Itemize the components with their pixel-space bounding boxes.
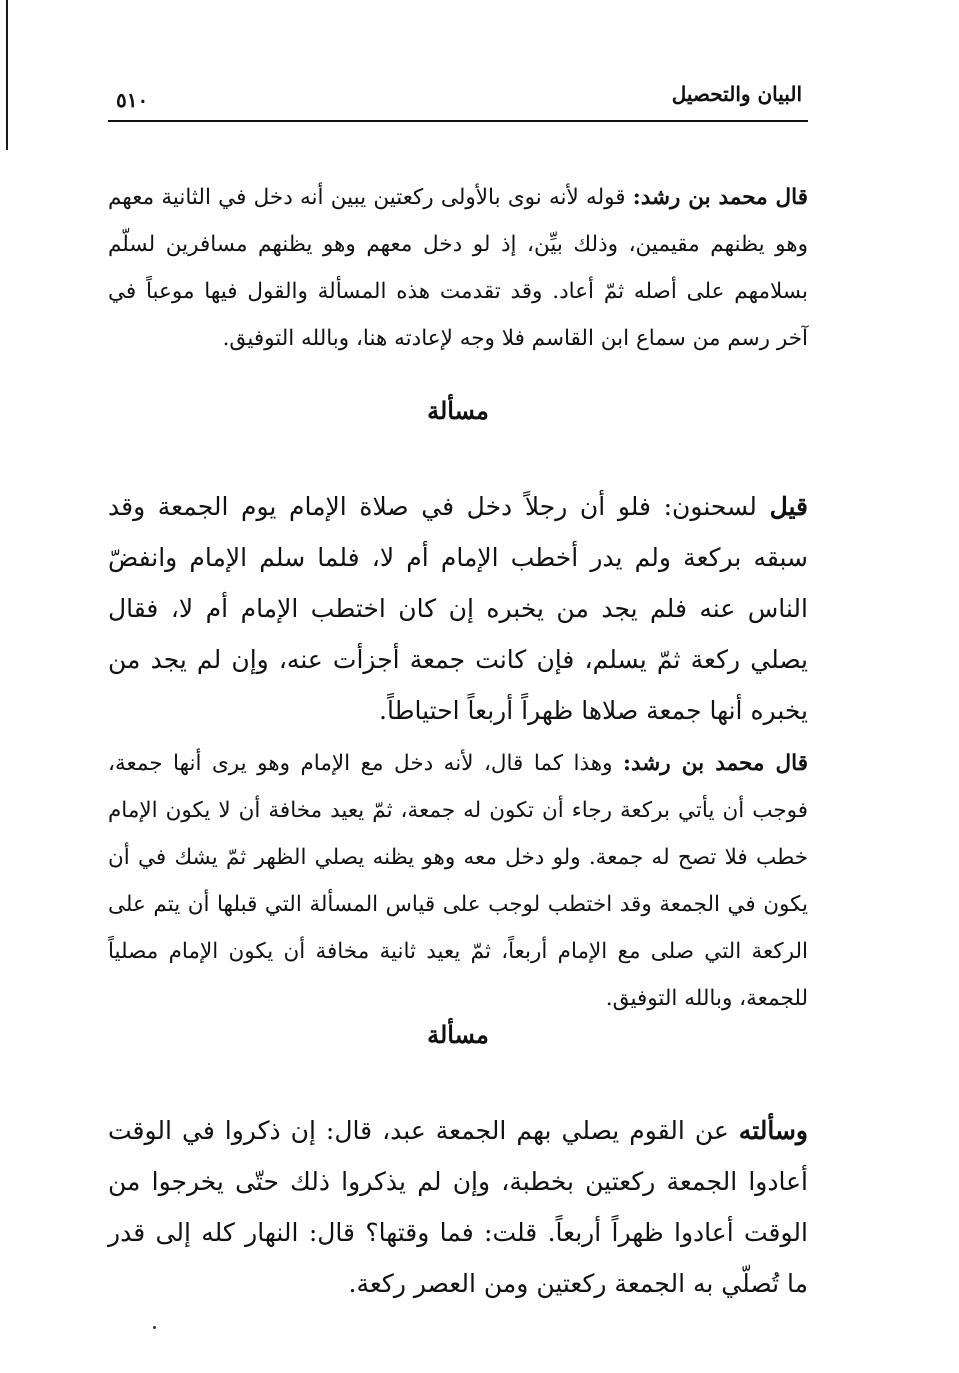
scan-speck xyxy=(153,1326,156,1329)
paragraph-text: وهذا كما قال، لأنه دخل مع الإمام وهو يرى أنها جمعة، فوجب أن يأتي بركعة رجاء أن تكون له جمعة، ثمّ يعيد مخافة أن لا يكون الإمام خطب فلا تصح له جمعة. ولو دخل معه وهو يظنه يصلي الظهر ثمّ يشك في أن يكون في الجمعة وقد اختطب لوجب على قياس المسألة التي قبلها أن يتم على الركعة التي صلى مع الإمام أربعاً، ثمّ يعيد ثانية مخافة أن يكون الإمام مصلياً للجمعة، وبالله التوفيق. xyxy=(108,750,808,1011)
question-paragraph xyxy=(108,481,808,736)
section-heading: مسألة xyxy=(427,1020,489,1049)
paragraph-text: عن القوم يصلي بهم الجمعة عبد، قال: إن ذكروا في الوقت أعادوا الجمعة ركعتين بخطبة، وإن لم يذكروا ذلك حتّى يخرجوا من الوقت أعادوا ظهراً أربعاً. قلت: فما وقتها؟ قال: النهار كله إلى قدر ما تُصلّي به الجمعة ركعتين ومن العصر ركعة. xyxy=(108,1116,808,1298)
paragraph-text: لسحنون: فلو أن رجلاً دخل في صلاة الإمام يوم الجمعة وقد سبقه بركعة ولم يدر أخطب الإمام أم لا، فلما سلم الإمام وانفضّ الناس عنه فلم يجد من يخبره إن كان اختطب الإمام أم لا، فقال يصلي ركعة ثمّ يسلم، فإن كانت جمعة أجزأت عنه، وإن لم يجد من يخبره أنها جمعة صلاها ظهراً أربعاً احتياطاً. xyxy=(108,492,808,725)
book-page xyxy=(108,0,808,1373)
paragraph-lead: وسألته xyxy=(738,1116,808,1145)
paragraph-lead: قيل xyxy=(769,492,808,521)
running-header xyxy=(108,82,808,118)
question-paragraph xyxy=(108,1105,808,1309)
section-heading: مسألة xyxy=(427,396,489,425)
page-number: ٥١٠ xyxy=(116,88,149,112)
scan-edge-line xyxy=(6,0,8,150)
commentary-paragraph xyxy=(108,174,808,362)
paragraph-lead: قال محمد بن رشد: xyxy=(632,184,809,210)
paragraph-lead: قال محمد بن رشد: xyxy=(623,750,809,776)
header-rule xyxy=(108,120,808,122)
commentary-paragraph xyxy=(108,740,808,1022)
running-title: البيان والتحصيل xyxy=(671,82,802,106)
paragraph-text: قوله لأنه نوى بالأولى ركعتين يبين أنه دخل في الثانية معهم وهو يظنهم مقيمين، وذلك بيِّن، إذ لو دخل معهم وهو يظنهم مسافرين لسلّم بسلامهم على أصله ثمّ أعاد. وقد تقدمت هذه المسألة والقول فيها موعباً في آخر رسم من سماع ابن القاسم فلا وجه لإعادته هنا، وبالله التوفيق. xyxy=(108,184,808,351)
